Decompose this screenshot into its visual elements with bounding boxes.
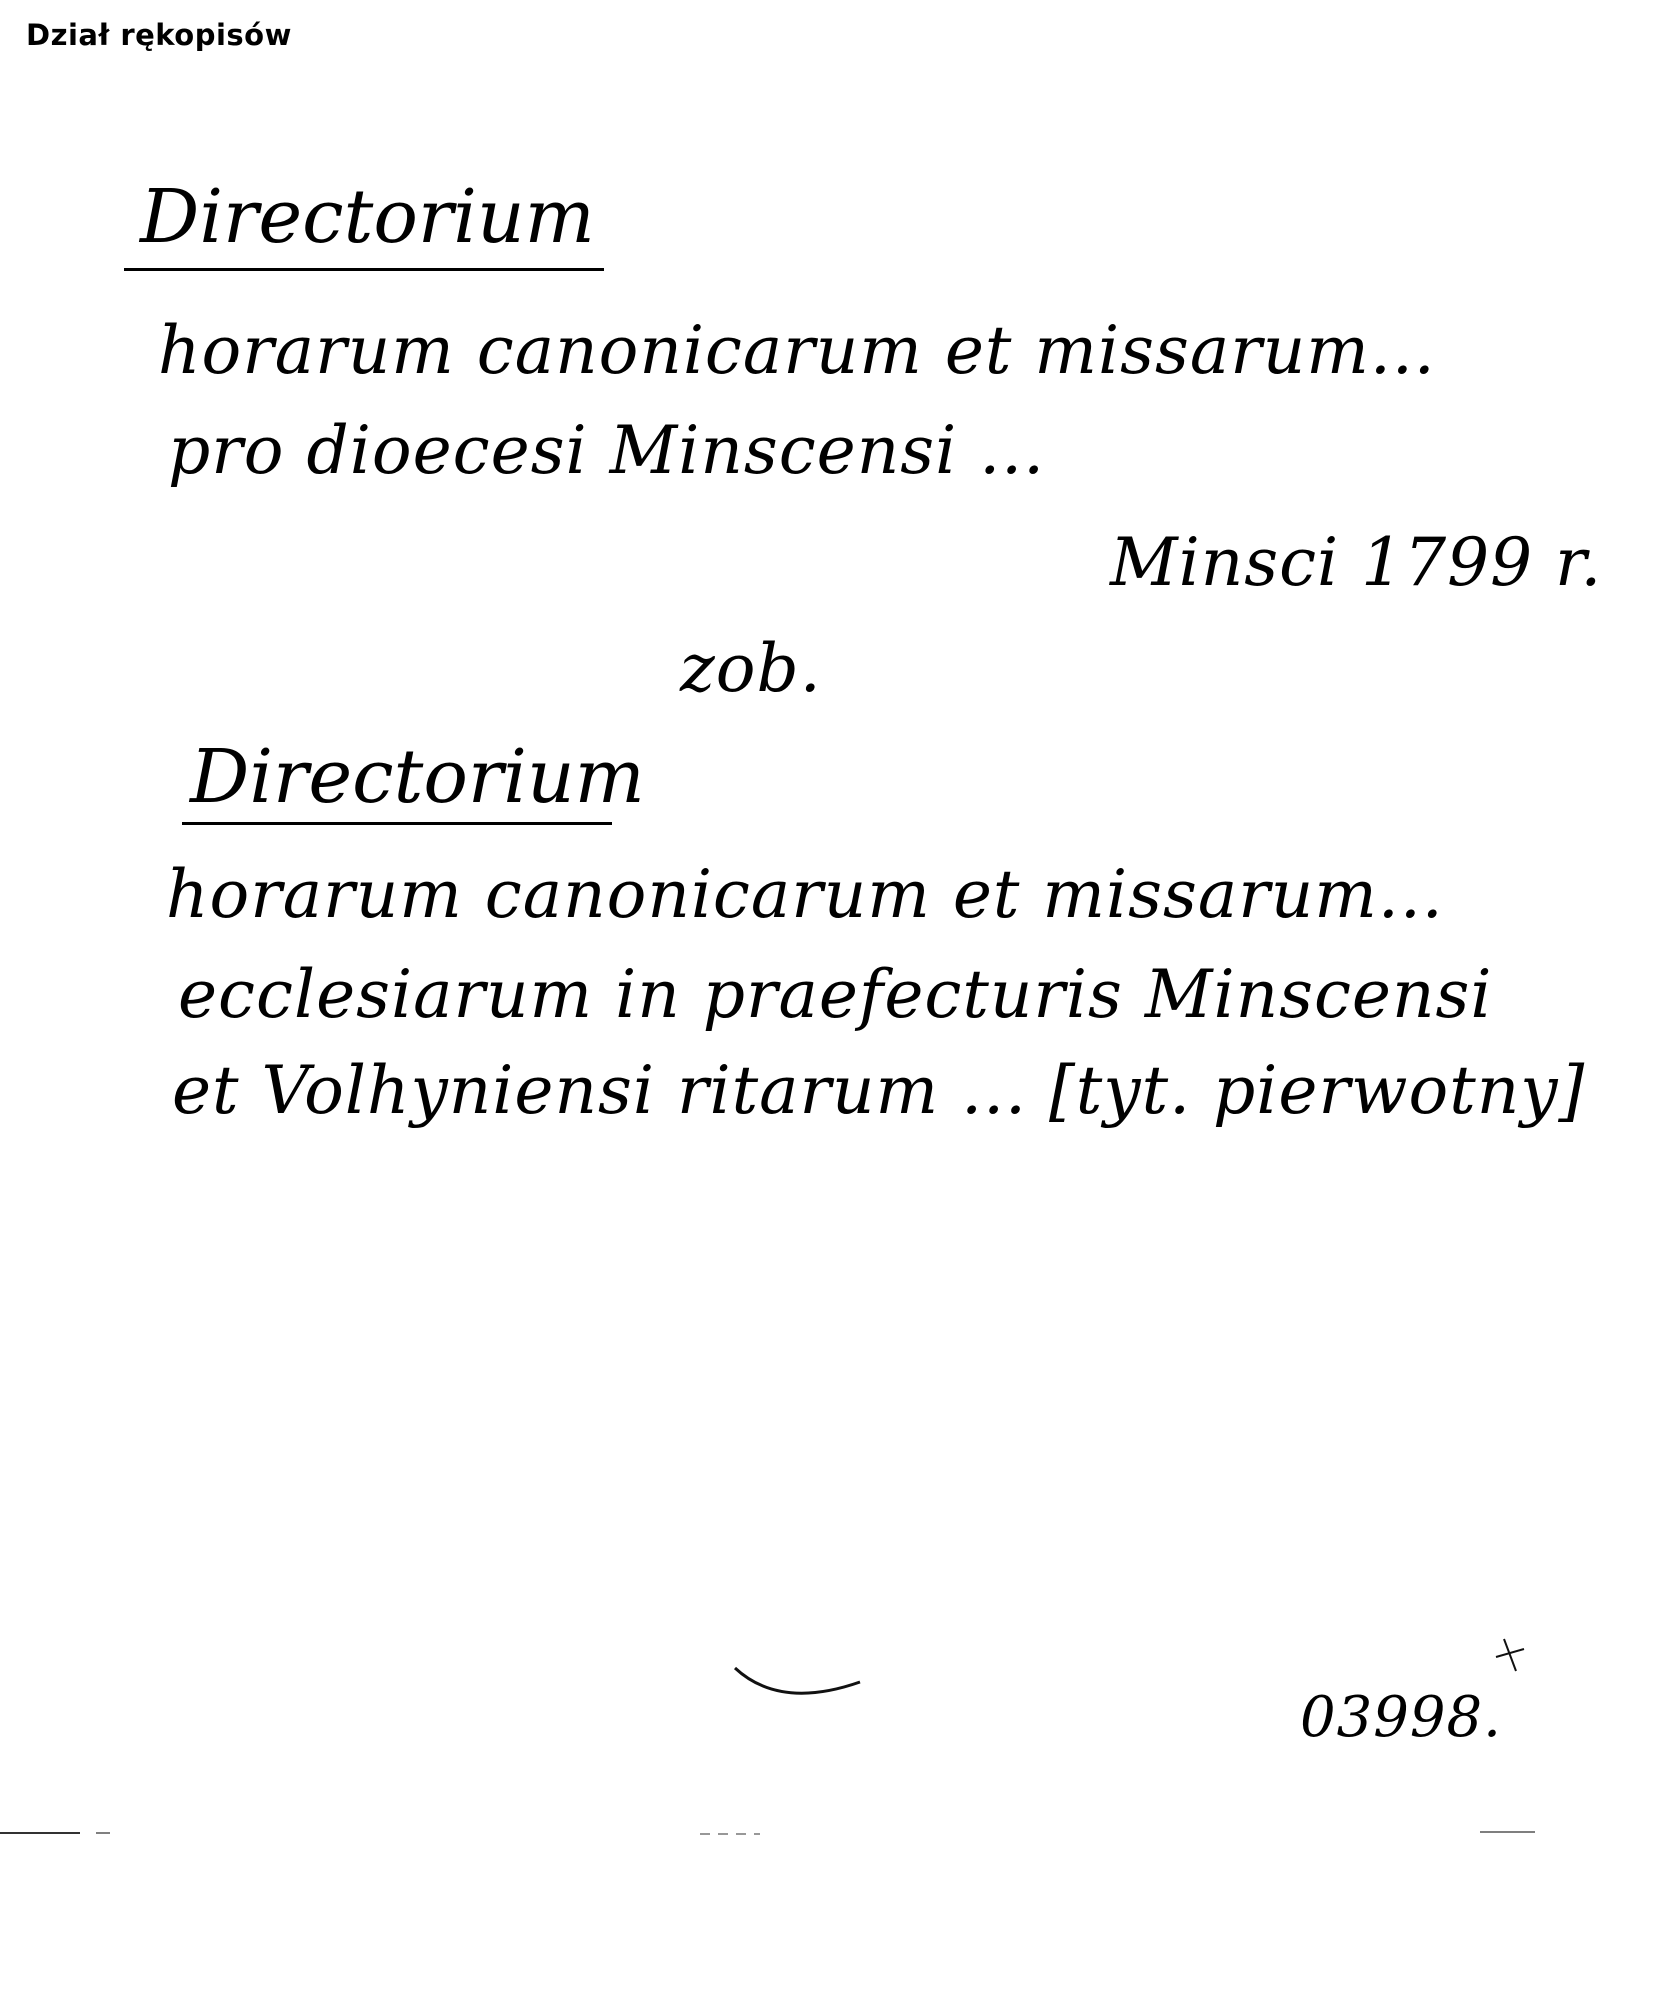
main-entry-title: Directorium bbox=[140, 174, 595, 260]
tick-mark bbox=[1492, 1635, 1528, 1675]
ref-entry-line-2: ecclesiarum in praefecturis Minscensi bbox=[178, 956, 1493, 1033]
main-entry-line-2: pro dioecesi Minscensi ... bbox=[168, 412, 1046, 489]
main-title-underline bbox=[124, 268, 604, 271]
main-entry-line-1: horarum canonicarum et missarum... bbox=[158, 312, 1436, 389]
shelfmark: 03998. bbox=[1300, 1685, 1502, 1750]
scan-edge-lines bbox=[0, 1826, 1653, 1840]
ref-entry-title: Directorium bbox=[190, 734, 645, 820]
ref-entry-line-1: horarum canonicarum et missarum... bbox=[166, 856, 1444, 933]
ref-entry-line-3: et Volhyniensi ritarum ... [tyt. pierwotny] bbox=[172, 1052, 1586, 1129]
main-entry-imprint: Minsci 1799 r. bbox=[1110, 524, 1603, 601]
cross-reference-label: zob. bbox=[680, 630, 822, 707]
ref-title-underline bbox=[182, 822, 612, 825]
department-label: Dział rękopisów bbox=[26, 18, 292, 52]
pencil-curve-mark bbox=[730, 1660, 870, 1720]
